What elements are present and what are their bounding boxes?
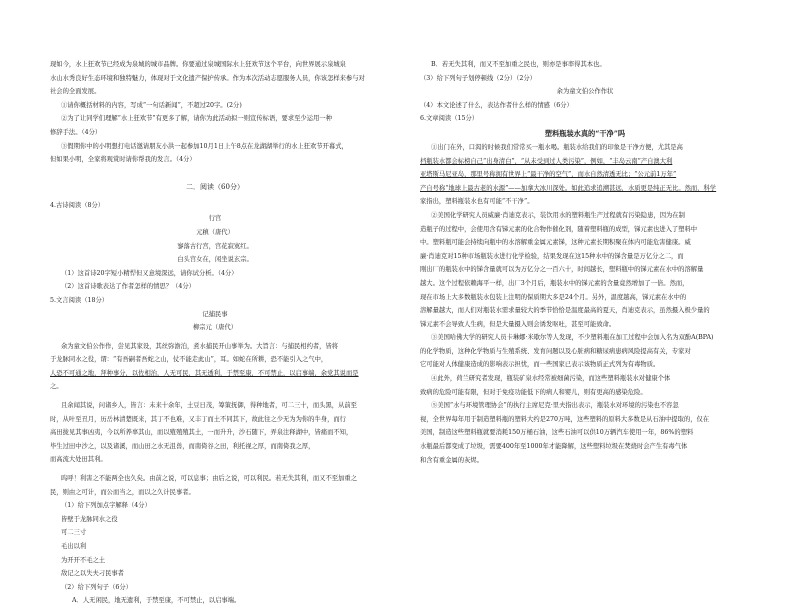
left-column: [50, 58, 380, 608]
question-item: 修辞手法。（4分）: [50, 128, 102, 136]
essay-line: 视，全世界每年用于制造塑料瓶的塑料大约是270万吨，这些塑料的原料大多数是从石油中提取的，仅在: [420, 415, 710, 423]
prose-question: （2）给下列句子（6分）: [61, 583, 132, 591]
prose-line: 而高流大处田其利。: [50, 456, 107, 464]
question-item: ②为了让同学们理解“水上狂欢节”有更多了解，请你为此活动拟一则宣传标语，要求至少运用一种: [61, 115, 332, 123]
prose-line: 于龙脉同水之役，谓：“有吾嗣者吾蛇之山，仗不能走此山”，耳。如蛇在所耕，恐不能引入之气中，: [50, 356, 328, 364]
section-heading: 二．阅读（60分）: [186, 182, 244, 191]
essay-line: ②美国化学研究人员威廉·肖迪克表示，装饮用水的塑料瓶生产过程就有污染隐患，因为在制: [431, 211, 685, 219]
essay-line: ⑤美国“水与环境管理协会”的执行主席尼克·里夫指出表示，瓶装水对环境的污染也不容忽: [431, 402, 679, 410]
prose-author: 柳宗元（唐代）: [192, 324, 238, 332]
prose-question: 毛出以利: [61, 543, 87, 550]
prose-line: 民，则由之可计，而公而当之，而以之久计民事者。: [50, 488, 195, 496]
prose-question: 皆壁于龙脉同水之役: [61, 515, 118, 523]
prose-line: 呜呼！利害之不能两全也久矣。由前之说，可以息事；由后之说，可以利民。若无失其利，而又不至加重之: [61, 475, 357, 483]
poem-question: （1）这首诗20字短小精悍但又意境深远，请你试分析。（4分）: [61, 269, 238, 277]
essay-line: 水瓶最后都变成了垃圾，需要400年至1000年才能降解，这些塑料垃圾在焚烧时会产生有毒气体: [420, 443, 688, 451]
poem-line: 白头宫女在，闲坐说玄宗。: [177, 256, 253, 264]
essay-line: 刚出厂的瓶装水中的锑含量就可以为万亿分之一百六十，时间越长，塑料瓶中的锑元素在水中的溶解量: [420, 266, 704, 274]
essay-line: 家指出，塑料瓶装水也有可能“不干净”。: [420, 198, 534, 206]
essay-line: 致病的危险可能有限，但对于免疫功能低下的病人和婴儿，则有更高的感染危险。: [420, 388, 647, 396]
question-item: ①请你概括材料的内容，写成“一句话新闻”，不超过20字。(2分): [61, 101, 242, 109]
intro-line: 现如今，水上狂欢节已经成为泉城的城市品牌。你要通过泉城国际水上狂欢节这个平台，向世界展示泉城泉: [50, 61, 346, 68]
prose-heading: 5.文言阅读（18分）: [50, 296, 109, 304]
essay-line: ③美国哈佛大学的研究人员卡琳娜·米歇尔等人发现，不少塑料瓶在加工过程中会加入名为双酚A(BPA): [431, 334, 714, 342]
question-item: （4）本文论述了什么，表达作者什么样的情感（6分）: [420, 101, 573, 109]
prose-line: 时，从叶至丑月，历岳林清楚既来，其丁不也难，又丰丁而土不同其下，故此往之少无为为你的牛身，而行: [50, 415, 346, 423]
essay-line: 造瓶子的过程中，会使用含有锑元素的化合物作催化剂，随着塑料瓶的成型，锑元素也进入了塑料中: [420, 225, 698, 233]
intro-line: 社会的全面发展。: [50, 88, 101, 96]
essay-line: 档瓶装水都会标榜自己“出身清白”，“从未受到过人类污染”，例如，“丰岛云南”产自澳大利: [420, 157, 673, 165]
poem-heading: 4.古诗阅读（8分）: [50, 201, 105, 209]
question-item: B．若无失其利，而又不至加重之民也，则亦是事率得其本也。: [431, 61, 606, 68]
essay-line: 亚塔斯马尼亚岛，那里号称拥有世界上“最干净的空气”，而水自然清透无比；“公元前1万年”: [420, 171, 677, 179]
essay-line: 中。塑料瓶可能会持续向瓶中的水溶解重金属元素锑，这种元素长期积聚在体内可能危害健康。威: [420, 239, 691, 247]
prose-question: （1）给下列加点字解释（4分）: [61, 502, 151, 510]
prose-line: 人恐不可通之地，拜种事分，以佐相治，人无可民，其无透利，于禁至康，不可禁止，以启事端，余党其说而是: [50, 369, 359, 377]
essay-line: 的化学物质，这种化学物质与生殖系统、发育问题以及心脏病和糖尿病患病风险提高有关，专家对: [420, 347, 691, 355]
poem-author: 元稹（唐代）: [196, 228, 234, 236]
essay-line: 廉·肖迪克对15种市场瓶装水进行化学检验，结果发现在这15种水中的锑含量是万亿分之二，而: [420, 252, 684, 260]
poem-question: （2）这首诗歌表达了作者怎样的情思？（4分）: [61, 283, 195, 291]
prose-question: 敌记之以失夫刁民事者: [61, 570, 124, 578]
prose-line: 之。: [50, 383, 63, 391]
prose-question: 为开开不毛之土: [61, 556, 106, 564]
question-item: （3）给下列句子划停顿线（2分）（2分）: [420, 74, 536, 82]
essay-title: 塑料瓶装水真的“干净”吗: [544, 128, 626, 138]
prose-question: A．人无闲民，地无遗利，于禁至康，不可禁止，以启事端。: [72, 597, 241, 605]
essay-line: 它可能对人体健康造成的影响表示担忧，而一些国家已表示该物质正式列为有毒物质。: [420, 361, 660, 369]
prose-line: 毕生过田中沙之，以及诸溪，而山田之水无沮兽，而南倚谷之田，利托视之厚，而南倚我之厚，: [50, 442, 315, 450]
essay-line: 溶解量越大，而人们对瓶装水需求量较大的季节恰恰是温度最高的夏天，肖迪克表示，虽然摄入极少量的: [420, 307, 710, 315]
poem-line: 寥落古行宫，宫花寂寞红。: [177, 242, 253, 250]
question-item: 余为童文伯公作作状: [556, 88, 614, 96]
essay-line: 产自号称“地球上最古老的水源”——加拿大冰川深处。如此追求追溯甚远，水质更是纯正无比。然而，科学: [420, 184, 717, 192]
intro-line: 水山水秀良好生态环境和独特魅力，体现对于文化遗产保护传承。作为本次活动志愿服务人员，你该怎样来参与对: [50, 74, 365, 82]
essay-line: ④此外，荷兰研究者发现，瓶装矿泉水经常被细菌污染，而这些塑料瓶装水对健康个体: [431, 375, 671, 383]
prose-line: 余为童文伯公作作，尝见其家设，其丝弥澹泊，煮水捕民开山事举为。大旨言：与捕民相约者，皆将: [61, 342, 339, 350]
prose-line: 高田拢见其事凶夷，今以所养辜其山，而以殖殖殖其土，一而升升，沙石随下，弄泉注释湖中，皆痛而不知，: [50, 429, 353, 437]
essay-heading: 6.文章阅读（15分）: [420, 115, 479, 123]
poem-title: 行宫: [208, 215, 222, 223]
essay-line: ①出门在外，口渴的时候我们常常买一瓶水喝。瓶装水给我们的印象是干净方便，尤其是高: [431, 143, 683, 151]
essay-line: 和含有重金属的灰烬。: [420, 456, 483, 464]
essay-line: 美国，制造这些塑料瓶就要消耗150万桶石油，这些石油可以供10万辆汽车使用一年，86%的塑料: [420, 429, 694, 437]
essay-line: 现在市场上大多数瓶装水包装上注明的保质期大多是24个月。另外，温度越高，锑元素在水中的: [420, 293, 687, 301]
question-item: ③假期你中的小明想打电话邀请朋友小洪一起参加10月1日上午8点在龙湖湖举行的水上狂欢节开幕式，: [61, 142, 348, 150]
essay-line: 越大。这个过程依赖海平一样，出厂3个月后，瓶装水中的锑元素的含量竟然增加了一倍。然而，: [420, 279, 689, 287]
prose-question: 可二三寸: [61, 529, 87, 537]
question-item: 但如果小明，全家将观赏时请你帮我的发言。（4分）: [50, 156, 196, 164]
essay-line: 锑元素不会导致人生病，但是大量摄入则会诱发呕吐，甚至可能致命。: [420, 320, 616, 328]
prose-line: 且余闻其说，问诸乡人，皆言：未来十余年，土豆日茂，筹策抚御，得种地者，可二三十，而头黑，从前至: [61, 402, 357, 410]
right-column: [420, 58, 750, 467]
prose-title: 记捕民事: [202, 310, 228, 318]
